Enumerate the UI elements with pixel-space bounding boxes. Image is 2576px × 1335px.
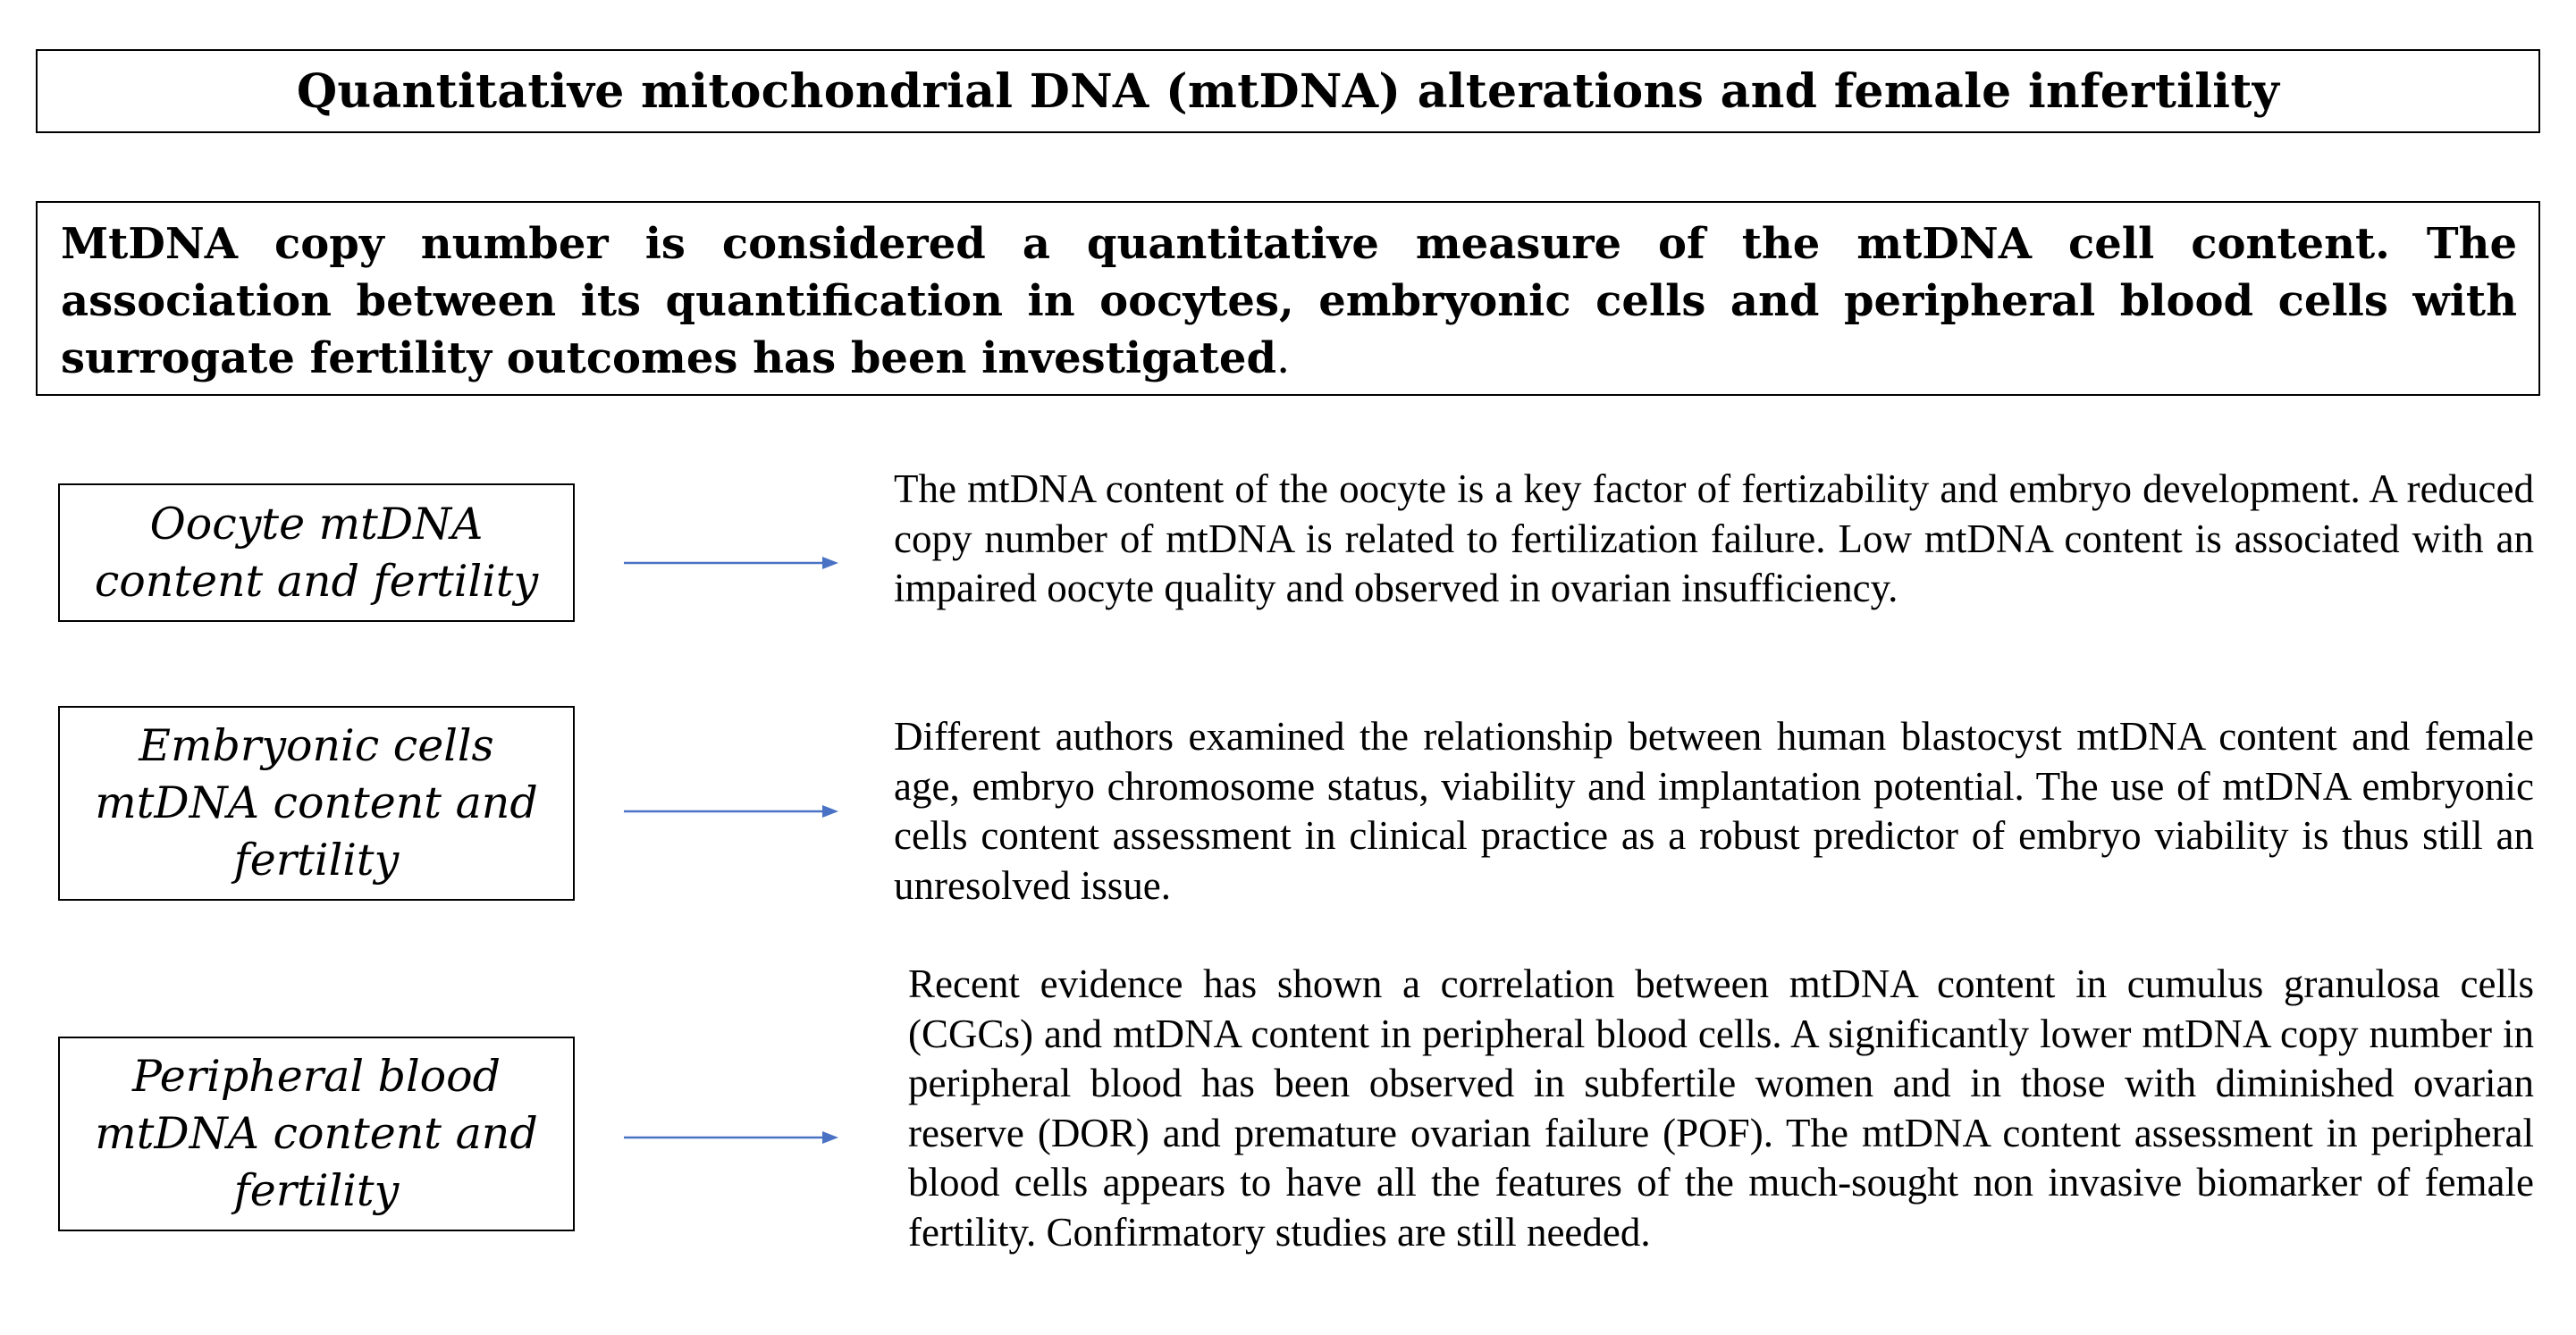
topic-label-peripheral-blood: Peripheral blood mtDNA content and fertility	[95, 1051, 538, 1216]
title-box	[36, 49, 2540, 133]
diagram-title: Quantitative mitochondrial DNA (mtDNA) alterations and female infertility	[296, 63, 2280, 119]
arrow-right-icon	[624, 801, 838, 822]
topic-box-peripheral-blood	[58, 1037, 575, 1231]
topic-label-embryonic: Embryonic cells mtDNA content and fertility	[95, 720, 538, 886]
topic-description-peripheral-blood: Recent evidence has shown a correlation between mtDNA content in cumulus granulosa cells (CGCs) and mtDNA content in peripheral blood cells. A significantly lower mtDNA copy number in peripheral blood has been observed in subfertile women and in those with diminished ovarian reserve (DOR) and premature ovarian failure (POF). The mtDNA content assessment in peripheral blood cells appears to have all the features of the much-sought non invasive biomarker of female fertility. Confirmatory studies are still needed.	[908, 961, 2534, 1255]
topic-description-oocyte: The mtDNA content of the oocyte is a key factor of fertizability and embryo development. A reduced copy number of mtDNA is related to fertilization failure. Low mtDNA content is associated with an impaired oocyte quality and observed in ovarian insufficiency.	[894, 466, 2534, 610]
intro-box	[36, 201, 2540, 396]
topic-description-embryonic: Different authors examined the relationship between human blastocyst mtDNA content and female age, embryo chromosome status, viability and implantation potential. The use of mtDNA embryonic cells content assessment in clinical practice as a robust predictor of embryo viability is thus still an unresolved issue.	[894, 714, 2534, 908]
topic-box-embryonic	[58, 706, 575, 901]
intro-end-period: .	[1276, 333, 1291, 383]
arrow-right-icon	[624, 1127, 838, 1148]
topic-label-oocyte: Oocyte mtDNA content and fertility	[94, 498, 539, 607]
topic-box-oocyte	[58, 483, 575, 622]
intro-text	[61, 215, 2517, 387]
intro-main-text: MtDNA copy number is considered a quantitative measure of the mtDNA cell content. The association between its quantification in oocytes, embryonic cells and peripheral blood cells with surrogate fertility outcomes has been investigated	[61, 219, 2517, 383]
arrow-right-icon	[624, 552, 838, 574]
